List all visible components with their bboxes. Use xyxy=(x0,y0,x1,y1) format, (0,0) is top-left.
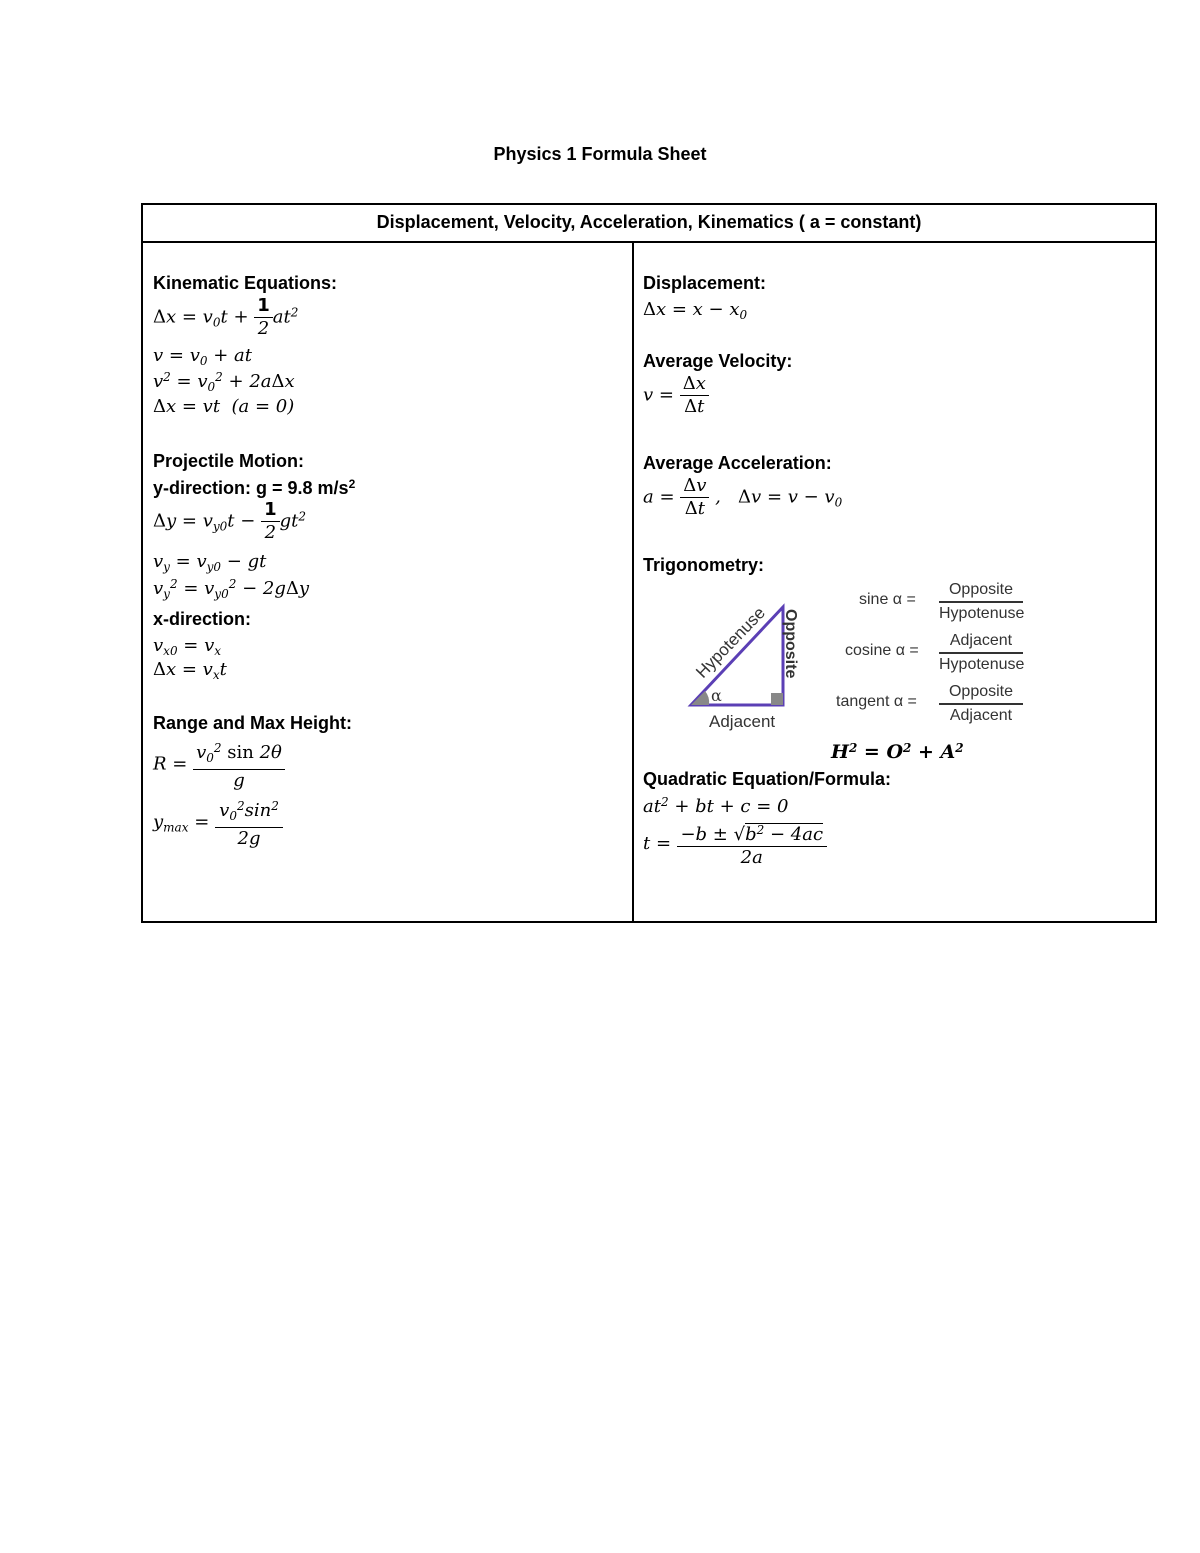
average-velocity-heading: Average Velocity: xyxy=(643,351,793,371)
displacement-heading: Displacement: xyxy=(643,273,767,293)
angle-wedge xyxy=(691,691,709,705)
opposite-label: Opposite xyxy=(782,609,799,679)
equation-average-velocity: v = $\frac{\Delta x}{\Delta t}$ xyxy=(643,373,709,418)
equation-x-velocity: $v_{x0} = v_x$ xyxy=(153,635,222,658)
range-max-height-heading: Range and Max Height: xyxy=(153,713,353,733)
average-acceleration-heading: Average Acceleration: xyxy=(643,453,832,473)
equation-quadratic-formula: t = $\frac{-b \pm √b^2 - 4ac}{2a}$ xyxy=(643,819,827,869)
pythagorean-theorem: $H^2 = O^2 + A^2$ xyxy=(831,741,964,763)
sine-ratio: Opposite Hypotenuse xyxy=(939,581,1025,622)
equation-constant-velocity: Δx = vt (a = 0) xyxy=(153,396,295,417)
equation-velocity-squared: $v^2 = v_0^2 + 2a\Delta x$ xyxy=(153,370,295,394)
equation-max-height: $y_{max}$ = $\frac{v_0^2\sin^2}{2g}$ xyxy=(153,795,283,850)
sine-label: sine α = xyxy=(859,591,916,608)
equation-average-acceleration: a = $\frac{\Delta v}{\Delta t}$ , $\Delta v = v - v_0$ xyxy=(643,475,843,519)
hypotenuse-label: Hypotenuse xyxy=(692,603,769,682)
right-angle-marker xyxy=(771,693,783,705)
tangent-label: tangent α = xyxy=(836,693,917,710)
page-title: Physics 1 Formula Sheet xyxy=(493,144,707,164)
cosine-label: cosine α = xyxy=(845,642,919,659)
column-divider xyxy=(632,243,634,923)
tangent-ratio: Opposite Adjacent xyxy=(939,681,1023,727)
equation-velocity: $v = v_0$ + at xyxy=(153,345,253,368)
projectile-motion-heading: Projectile Motion: xyxy=(153,451,305,471)
equation-quadratic: $at^2$ + bt + c = 0 xyxy=(643,795,789,817)
table-header: Displacement, Velocity, Acceleration, Kinematics ( a = constant) xyxy=(143,205,1155,243)
kinematic-equations-heading: Kinematic Equations: xyxy=(153,273,338,293)
x-direction-label: x-direction: xyxy=(153,609,252,629)
equation-range: R = $\frac{v_0^2 \sin 2\theta}{g}$ xyxy=(153,737,285,792)
equation-x-displacement: $\Delta x = v_xt$ xyxy=(153,659,227,682)
equation-displacement-kinematic: $\Delta x = v_0t$ + $\frac{1}{2}$ $at^2$ xyxy=(153,295,299,339)
equation-y-velocity-squared: $v_y^2 = v_{y0}^2 - 2g\Delta y$ xyxy=(153,577,310,601)
equation-y-displacement: $\Delta y = v_{y0}t$ − $\frac{1}{2}$ $gt^2$ xyxy=(153,499,306,543)
quadratic-heading: Quadratic Equation/Formula: xyxy=(643,769,892,789)
adjacent-label: Adjacent xyxy=(709,712,776,731)
right-triangle-diagram xyxy=(683,593,813,733)
y-direction-label: y-direction: g = 9.8 $m/s^2$ xyxy=(153,477,356,498)
alpha-symbol: α xyxy=(711,686,722,705)
equation-y-velocity: $v_y = v_{y0}$ − gt xyxy=(153,551,267,574)
cosine-ratio: Adjacent Hypotenuse xyxy=(939,632,1025,673)
formula-table xyxy=(141,203,1157,923)
trigonometry-heading: Trigonometry: xyxy=(643,555,765,575)
equation-displacement: $\Delta x = x - x_0$ xyxy=(643,299,748,322)
